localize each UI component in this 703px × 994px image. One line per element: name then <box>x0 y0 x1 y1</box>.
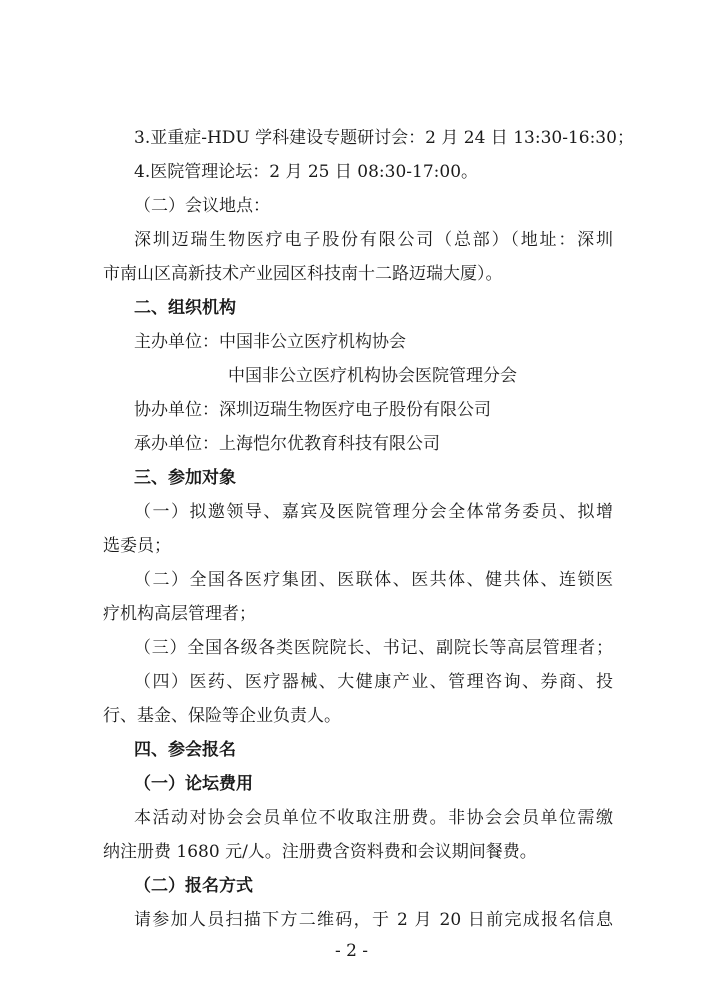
organizer-co-host: 协办单位：深圳迈瑞生物医疗电子股份有限公司 <box>134 400 491 420</box>
participant-group-4-line-1: （四）医药、医疗器械、大健康产业、管理咨询、券商、投 <box>134 672 613 692</box>
organizer-host-2: 中国非公立医疗机构协会医院管理分会 <box>228 366 517 386</box>
participant-group-1-line-1: （一）拟邀领导、嘉宾及医院管理分会全体常务委员、拟增 <box>134 502 613 522</box>
venue-address-line-2: 市南山区高新技术产业园区科技南十二路迈瑞大厦）。 <box>103 264 503 284</box>
participant-group-2-line-1: （二）全国各医疗集团、医联体、医共体、健共体、连锁医 <box>134 570 613 590</box>
page-number: - 2 - <box>334 941 369 961</box>
participant-group-1-line-2: 选委员； <box>103 536 171 556</box>
participant-group-4-line-2: 行、基金、保险等企业负责人。 <box>103 706 341 726</box>
organizer-host-1: 主办单位：中国非公立医疗机构协会 <box>134 332 406 352</box>
registration-method-text: 请参加人员扫描下方二维码，于 2 月 20 日前完成报名信息 <box>134 910 613 930</box>
organizer-undertaker: 承办单位：上海恺尔优教育科技有限公司 <box>134 434 440 454</box>
participant-group-2-line-2: 疗机构高层管理者； <box>103 604 256 624</box>
subheading-registration-method: （二）报名方式 <box>134 876 253 896</box>
venue-address-line-1: 深圳迈瑞生物医疗电子股份有限公司（总部）（地址：深圳 <box>134 230 613 250</box>
participant-group-3: （三）全国各级各类医院院长、书记、副院长等高层管理者； <box>134 638 613 658</box>
section-heading-participants: 三、参加对象 <box>134 468 236 488</box>
subheading-venue: （二）会议地点： <box>134 196 270 216</box>
section-heading-organization: 二、组织机构 <box>134 298 236 318</box>
fees-text-line-2: 纳注册费 1680 元/人。注册费含资料费和会议期间餐费。 <box>103 842 537 862</box>
section-heading-registration: 四、参会报名 <box>134 740 236 760</box>
schedule-item-hdu: 3.亚重症-HDU 学科建设专题研讨会：2 月 24 日 13:30-16:30； <box>134 128 634 148</box>
schedule-item-forum: 4.医院管理论坛：2 月 25 日 08:30-17:00。 <box>134 162 479 182</box>
subheading-fees: （一）论坛费用 <box>134 774 253 794</box>
fees-text-line-1: 本活动对协会会员单位不收取注册费。非协会会员单位需缴 <box>134 808 613 828</box>
